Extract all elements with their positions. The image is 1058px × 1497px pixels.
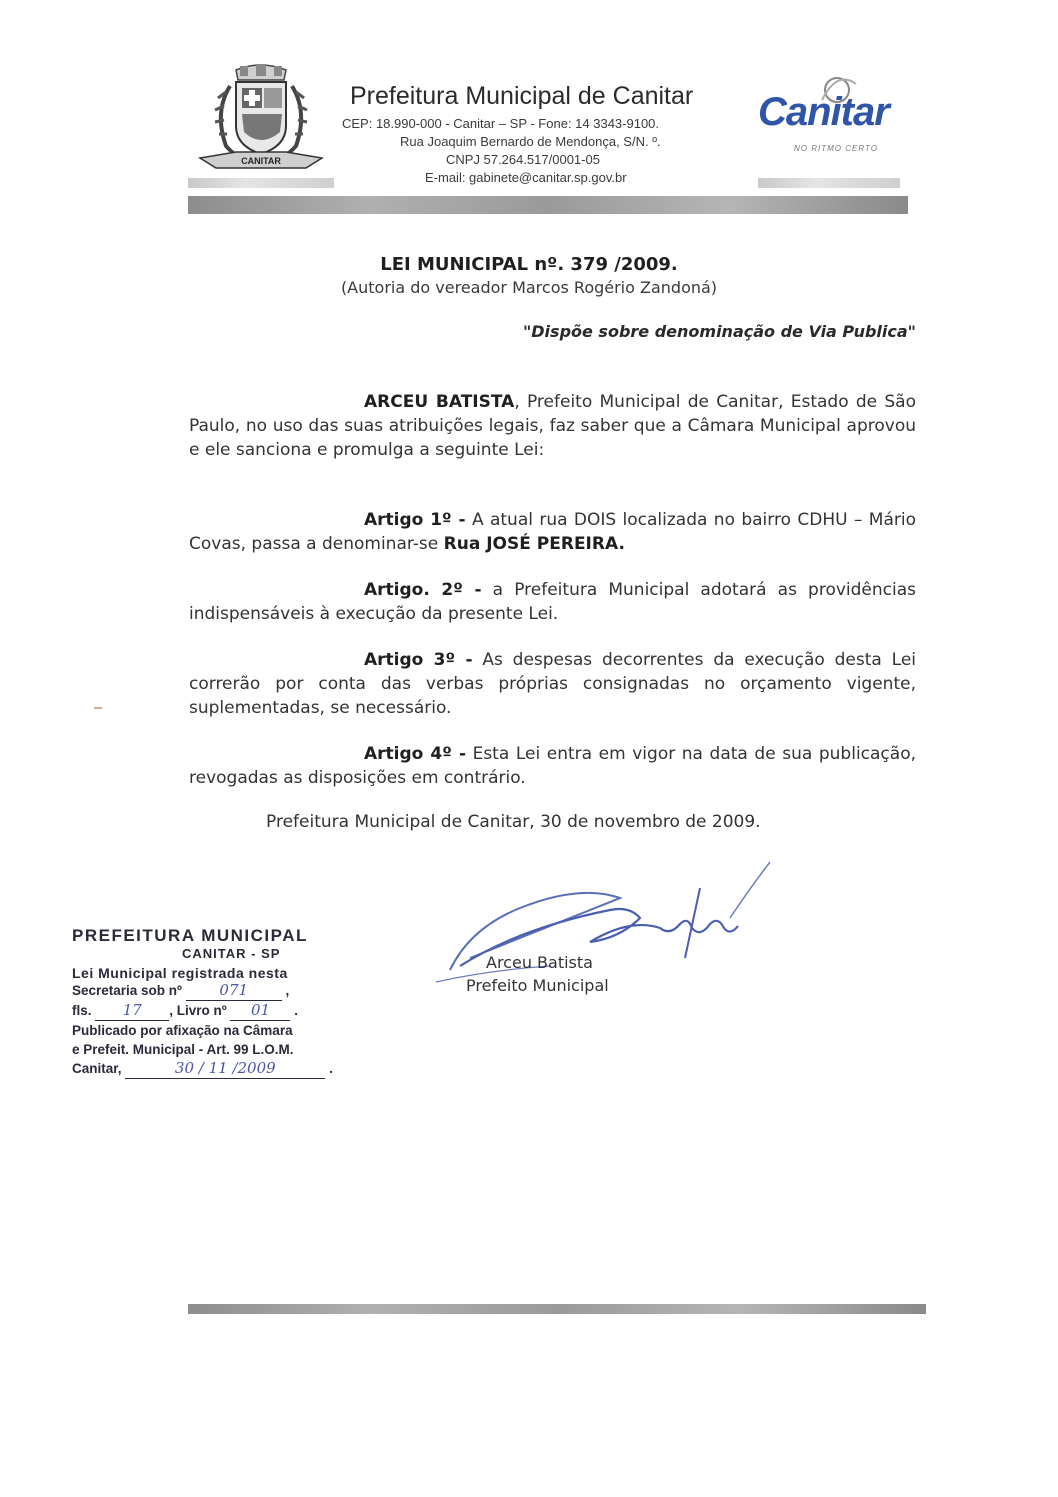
law-title: LEI MUNICIPAL nº. 379 /2009.: [380, 254, 678, 275]
header-email: E-mail: gabinete@canitar.sp.gov.br: [425, 170, 627, 185]
article-4: [189, 742, 916, 790]
stamp-livro-label: , Livro nº: [169, 1003, 227, 1018]
crest-banner-text: CANITAR: [241, 156, 281, 166]
article-text: As despesas decorrentes da execução desta Lei correrão por conta das verbas próprias consignadas no orçamento vigente, suplementadas, se necessário.: [189, 650, 917, 718]
header-address-cep: CEP: 18.990-000 - Canitar – SP - Fone: 14 3343-9100.: [342, 116, 660, 131]
signer-name: Arceu Batista: [486, 953, 593, 972]
article-text: Esta Lei entra em vigor na data de sua publicação, revogadas as disposições em contrário.: [189, 744, 916, 788]
stamp-registered-line: Lei Municipal registrada nesta: [72, 965, 288, 981]
stamp-heading: PREFEITURA MUNICIPAL: [72, 926, 308, 945]
canitar-logo: [756, 70, 906, 160]
fls-value: 17: [95, 1001, 169, 1021]
article-label: Artigo 3º -: [364, 650, 473, 670]
mayor-name: ARCEU BATISTA: [364, 392, 515, 412]
registration-stamp: [72, 926, 372, 1079]
signer-role: Prefeito Municipal: [466, 976, 609, 995]
law-author: (Autoria do vereador Marcos Rogério Zandoná): [340, 278, 718, 297]
stamp-date-value: 30 / 11 /2009: [125, 1059, 325, 1079]
stamp-city: CANITAR - SP: [182, 946, 281, 961]
closing-date-line: Prefeitura Municipal de Canitar, 30 de novembro de 2009.: [266, 812, 761, 832]
margin-mark: [94, 707, 102, 709]
article-label: Artigo 4º -: [364, 744, 466, 764]
stamp-secretaria-line: Secretaria sob nº 071 ,: [72, 981, 290, 999]
handwritten-signature-icon: [430, 858, 780, 988]
article-1: [189, 508, 916, 556]
article-text: a Prefeitura Municipal adotará as providências indispensáveis à execução da presente Lei.: [189, 580, 917, 624]
stamp-date-line: Canitar, 30 / 11 /2009 .: [72, 1059, 333, 1077]
article-3: [189, 648, 916, 720]
header-title: Prefeitura Municipal de Canitar: [350, 82, 694, 110]
logo-word: Canitar: [758, 90, 889, 134]
intro-text: , Prefeito Municipal de Canitar, Estado de São Paulo, no uso das suas atribuições legais, faz saber que a Câmara Municipal aprovou e ele sanciona e promulga a seguinte Lei:: [189, 392, 916, 460]
article-text: A atual rua DOIS localizada no bairro CDHU – Mário Covas, passa a denominar-se: [189, 510, 916, 554]
header-address-street: Rua Joaquim Bernardo de Mendonça, S/N. º.: [400, 134, 661, 149]
stamp-secretaria-label: Secretaria sob nº: [72, 983, 182, 998]
footer-divider-bar: [188, 1304, 926, 1314]
header-divider-left: [188, 178, 334, 188]
municipal-crest-icon: [196, 62, 326, 174]
stamp-date-label: Canitar,: [72, 1061, 122, 1076]
header-cnpj: CNPJ 57.264.517/0001-05: [446, 152, 600, 167]
stamp-article-line: e Prefeit. Municipal - Art. 99 L.O.M.: [72, 1042, 294, 1057]
stamp-fls-line: fls. 17 , Livro nº 01 .: [72, 1001, 299, 1019]
intro-paragraph: [189, 390, 916, 462]
article-label: Artigo 1º -: [364, 510, 466, 530]
article-2: [189, 578, 916, 626]
stamp-fls-label: fls.: [72, 1003, 92, 1018]
header-divider-bar: [188, 196, 908, 214]
stamp-published-line: Publicado por afixação na Câmara: [72, 1023, 293, 1038]
livro-value: 01: [230, 1001, 290, 1021]
street-new-name: Rua JOSÉ PEREIRA.: [443, 534, 625, 554]
registration-number: 071: [186, 981, 282, 1001]
article-label: Artigo. 2º -: [364, 580, 482, 600]
header-divider-right: [758, 178, 900, 188]
law-subject: "Dispõe sobre denominação de Via Publica": [522, 322, 916, 341]
logo-tagline: NO RITMO CERTO: [794, 144, 878, 153]
